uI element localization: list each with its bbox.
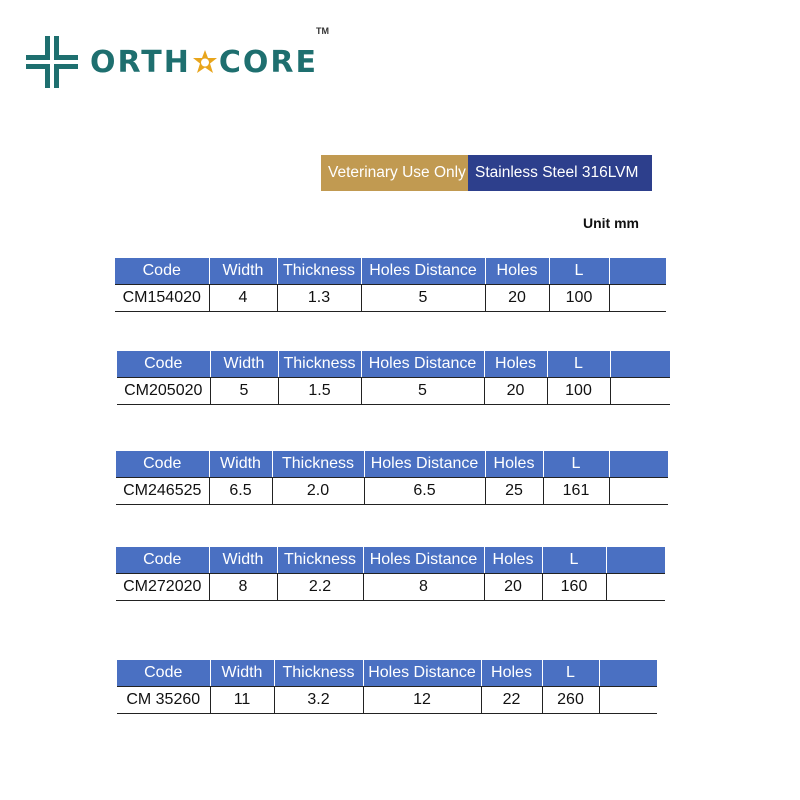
header-length: L [542, 547, 606, 574]
brand-name-right: CORE [218, 44, 318, 80]
cell-extra [606, 574, 665, 601]
cell-length: 100 [549, 285, 609, 312]
header-extra [606, 547, 665, 574]
cell-code: CM205020 [117, 378, 210, 405]
header-extra [610, 351, 670, 378]
header-extra [609, 258, 666, 285]
spec-table [117, 351, 670, 405]
cell-extra [609, 478, 668, 505]
medical-cross-icon [24, 34, 80, 90]
brand-name-left: ORTH [90, 44, 191, 80]
header-length: L [549, 258, 609, 285]
veterinary-use-badge: Veterinary Use Only [321, 155, 468, 191]
cell-holes: 20 [484, 574, 542, 601]
cell-code: CM246525 [116, 478, 209, 505]
trademark-symbol: TM [316, 26, 329, 36]
cell-code: CM154020 [115, 285, 209, 312]
cell-code: CM272020 [116, 574, 209, 601]
cell-holes-distance: 5 [361, 285, 485, 312]
table-header-row [115, 258, 666, 285]
star-icon [192, 49, 218, 75]
cell-holes: 22 [481, 687, 542, 714]
cell-thickness: 3.2 [274, 687, 363, 714]
spec-table [115, 258, 666, 312]
header-holes: Holes [485, 451, 543, 478]
cell-thickness: 2.0 [272, 478, 364, 505]
spec-badges [321, 155, 652, 191]
cell-holes-distance: 5 [361, 378, 484, 405]
material-badge: Stainless Steel 316LVM [468, 155, 652, 191]
header-width: Width [210, 351, 278, 378]
cell-length: 260 [542, 687, 599, 714]
cell-width: 11 [210, 687, 274, 714]
cell-thickness: 2.2 [277, 574, 363, 601]
header-thickness: Thickness [274, 660, 363, 687]
cell-holes: 20 [484, 378, 547, 405]
table-row [116, 478, 668, 505]
table-row [117, 687, 657, 714]
header-code: Code [116, 547, 209, 574]
cell-extra [609, 285, 666, 312]
spec-table [116, 547, 665, 601]
header-width: Width [210, 660, 274, 687]
table-row [116, 574, 665, 601]
header-code: Code [116, 451, 209, 478]
header-holes-distance: Holes Distance [361, 351, 484, 378]
cell-width: 5 [210, 378, 278, 405]
header-width: Width [209, 547, 277, 574]
header-holes-distance: Holes Distance [363, 660, 481, 687]
cell-thickness: 1.5 [278, 378, 361, 405]
cell-length: 161 [543, 478, 609, 505]
cell-length: 160 [542, 574, 606, 601]
cell-holes-distance: 8 [363, 574, 484, 601]
cell-holes: 25 [485, 478, 543, 505]
header-code: Code [115, 258, 209, 285]
header-holes: Holes [481, 660, 542, 687]
header-length: L [547, 351, 610, 378]
cell-holes: 20 [485, 285, 549, 312]
header-extra [609, 451, 668, 478]
brand-wordmark [90, 45, 318, 80]
spec-table [117, 660, 657, 714]
table-header-row [116, 547, 665, 574]
table-row [117, 378, 670, 405]
table-header-row [117, 660, 657, 687]
header-thickness: Thickness [278, 351, 361, 378]
header-extra [599, 660, 657, 687]
cell-extra [610, 378, 670, 405]
header-thickness: Thickness [277, 547, 363, 574]
header-thickness: Thickness [272, 451, 364, 478]
header-holes: Holes [484, 351, 547, 378]
spec-table [116, 451, 668, 505]
header-holes: Holes [484, 547, 542, 574]
cell-holes-distance: 12 [363, 687, 481, 714]
header-code: Code [117, 660, 210, 687]
cell-code: CM 35260 [117, 687, 210, 714]
header-code: Code [117, 351, 210, 378]
cell-holes-distance: 6.5 [364, 478, 485, 505]
header-width: Width [209, 451, 272, 478]
table-header-row [117, 351, 670, 378]
orthocore-logo [24, 34, 318, 90]
unit-label: Unit mm [583, 215, 639, 231]
cell-width: 4 [209, 285, 277, 312]
cell-extra [599, 687, 657, 714]
header-width: Width [209, 258, 277, 285]
table-row [115, 285, 666, 312]
header-length: L [543, 451, 609, 478]
header-thickness: Thickness [277, 258, 361, 285]
cell-width: 6.5 [209, 478, 272, 505]
header-holes: Holes [485, 258, 549, 285]
header-holes-distance: Holes Distance [361, 258, 485, 285]
header-holes-distance: Holes Distance [363, 547, 484, 574]
cell-length: 100 [547, 378, 610, 405]
cell-width: 8 [209, 574, 277, 601]
table-header-row [116, 451, 668, 478]
cell-thickness: 1.3 [277, 285, 361, 312]
header-holes-distance: Holes Distance [364, 451, 485, 478]
header-length: L [542, 660, 599, 687]
